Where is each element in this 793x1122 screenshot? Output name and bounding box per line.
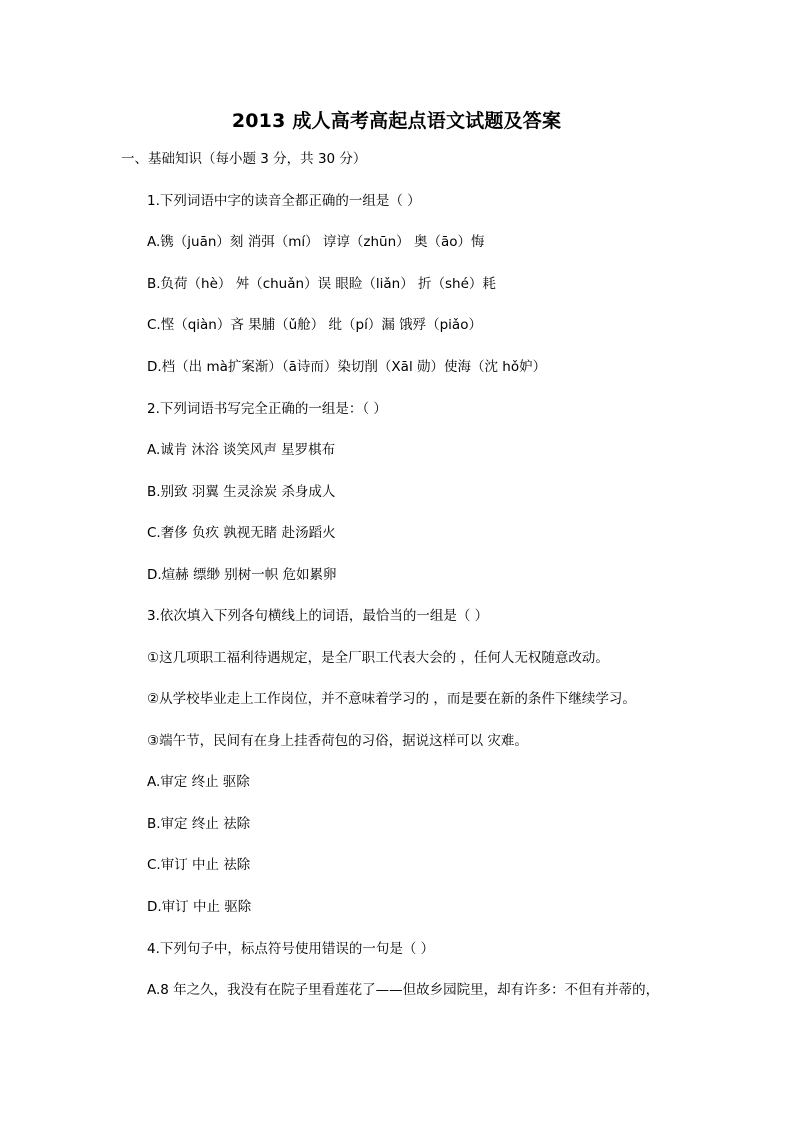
question-1-option-c: C.悭（qiàn）吝 果脯（ǔ舱） 纰（pí）漏 饿殍（piǎo） [147,317,482,333]
document-title: 2013 成人高考高起点语文试题及答案 [231,110,562,132]
question-3-sentence-2: ②从学校毕业走上工作岗位，并不意味着学习的 ，而是要在新的条件下继续学习。 [147,691,636,707]
question-2-option-b: B.别致 羽翼 生灵涂炭 杀身成人 [147,484,336,500]
question-2-option-a: A.诚肯 沐浴 谈笑风声 星罗棋布 [147,442,336,458]
section-heading: 一、基础知识（每小题 3 分，共 30 分） [121,151,367,167]
question-4-option-a: A.8 年之久，我没有在院子里看莲花了——但故乡园院里，却有许多：不但有并蒂的， [147,982,660,998]
question-1-option-a: A.镌（juān）刻 消弭（mí） 谆谆（zhūn） 奥（āo）悔 [147,234,485,250]
question-1-option-d: D.档（出 mà扩案渐）（ā诗而）染切削（Xāl 勋）使海（沈 hǒ妒） [147,359,547,375]
question-4-stem: 4.下列句子中，标点符号使用错误的一句是（ ） [147,941,435,957]
question-3-stem: 3.依次填入下列各句横线上的词语，最恰当的一组是（ ） [147,608,489,624]
question-2-stem: 2.下列词语书写完全正确的一组是：（ ） [147,401,387,417]
question-1-option-b: B.负荷（hè） 舛（chuǎn）误 眼睑（liǎn） 折（shé）耗 [147,276,496,292]
question-3-sentence-3: ③端午节，民间有在身上挂香荷包的习俗，据说这样可以 灾难。 [147,733,528,749]
question-2-option-d: D.煊赫 缥缈 别树一帜 危如累卵 [147,567,337,583]
question-2-option-c: C.奢侈 负疚 孰视无睹 赴汤蹈火 [147,525,336,541]
question-3-option-a: A.审定 终止 驱除 [147,774,250,790]
question-3-option-b: B.审定 终止 祛除 [147,816,251,832]
question-3-option-d: D.审订 中止 驱除 [147,899,252,915]
question-1-stem: 1.下列词语中字的读音全都正确的一组是（ ） [147,193,421,209]
question-3-sentence-1: ①这几项职工福利待遇规定，是全厂职工代表大会的 ，任何人无权随意改动。 [147,650,609,666]
question-3-option-c: C.审订 中止 祛除 [147,857,251,873]
